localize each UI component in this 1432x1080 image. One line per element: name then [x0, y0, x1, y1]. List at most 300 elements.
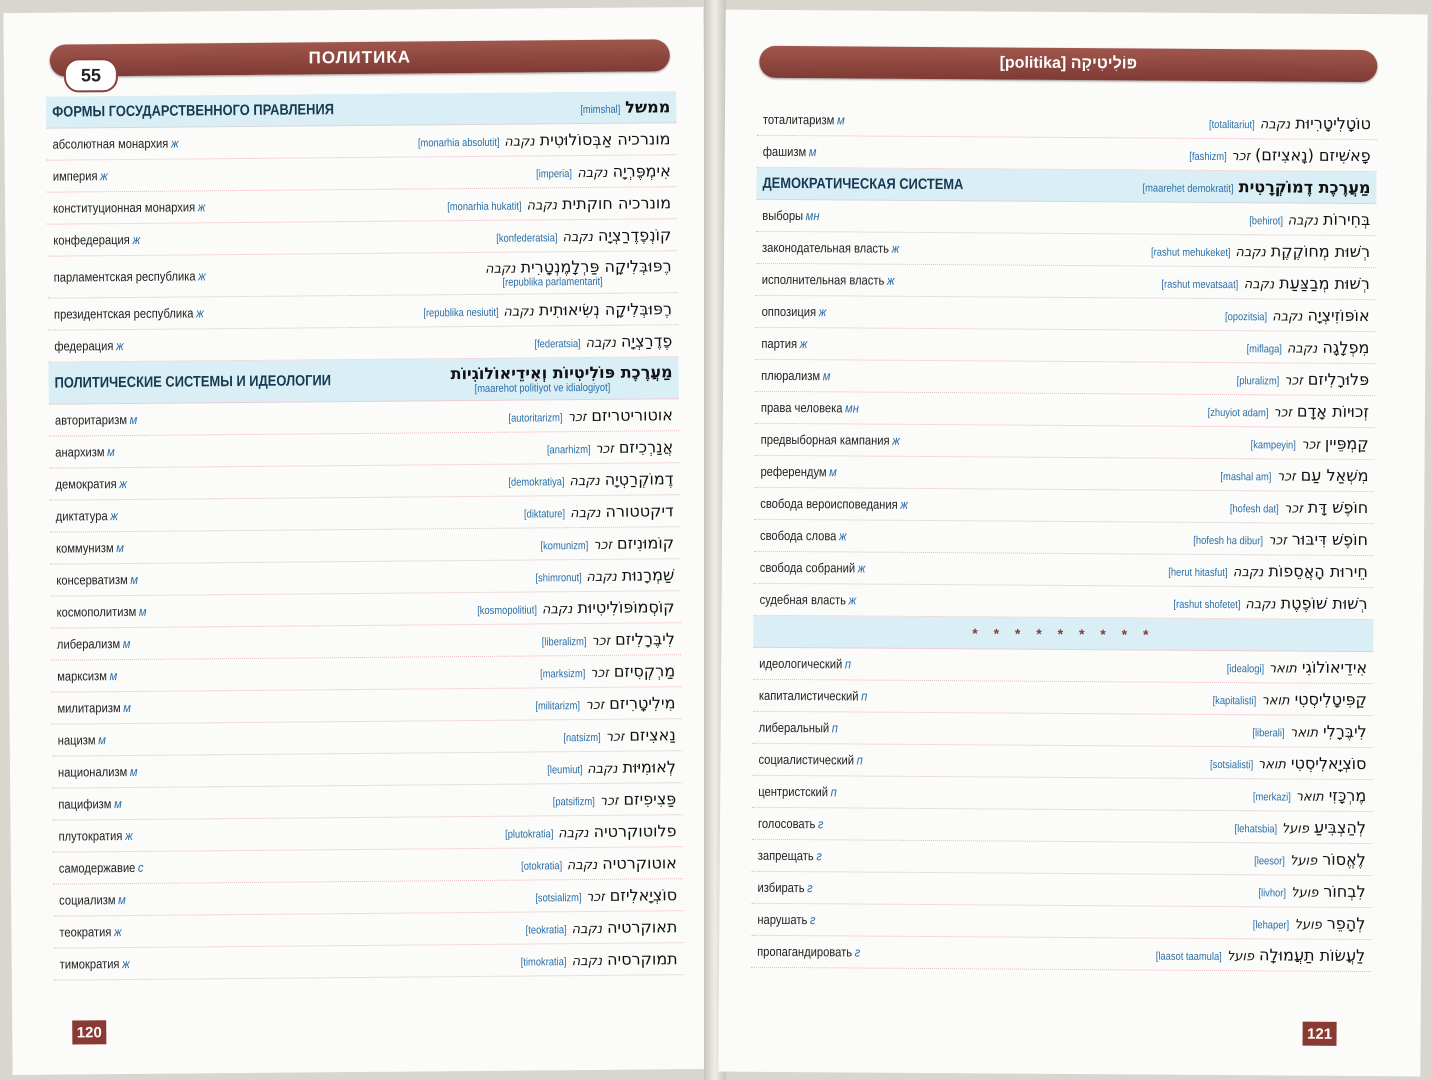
vocab-row [752, 776, 1372, 812]
hebrew-word: רְשׁוּת מְחוֹקֶקֶת [1270, 241, 1371, 262]
hebrew-term [573, 97, 670, 117]
russian-term [757, 912, 815, 927]
hebrew-word: תאוקרטיה [606, 917, 678, 937]
transliteration: [timokratia] [520, 956, 567, 969]
vocab-row [753, 680, 1373, 716]
part-of-speech: נקבה [485, 261, 516, 277]
hebrew-word: מַרְקְסִיזם [613, 661, 676, 681]
russian-word: федерация [54, 338, 114, 354]
hebrew-line [434, 193, 671, 214]
transliteration: [militarizm] [535, 700, 581, 713]
hebrew-word: מִפְלָגָה [1322, 337, 1370, 358]
transliteration: [plutokratia] [504, 828, 554, 841]
gender-marker: м [138, 603, 147, 619]
russian-word: запрещать [757, 847, 814, 864]
transliteration: [republika parlamentarit] [502, 275, 604, 289]
hebrew-term [485, 225, 671, 246]
chapter-banner [50, 39, 670, 76]
vocab-row [753, 712, 1373, 748]
hebrew-term [434, 193, 671, 214]
russian-term [762, 240, 899, 256]
russian-word: идеологический [759, 655, 843, 672]
transliteration: [pluralizm] [1236, 375, 1280, 388]
russian-term [54, 338, 123, 354]
russian-word: космополитизм [56, 603, 137, 620]
vocab-row [755, 360, 1375, 396]
hebrew-term [532, 661, 675, 681]
hebrew-term [534, 629, 675, 649]
gender-marker: г [809, 912, 816, 928]
transliteration: [kapitalisti] [1212, 694, 1257, 708]
transliteration: [monarhia hukatit] [447, 200, 522, 214]
hebrew-line [1148, 273, 1370, 294]
gender-marker: п [844, 656, 852, 672]
hebrew-word: סוֹצְיָאלִיסְטִי [1290, 753, 1367, 774]
russian-word: империя [52, 168, 98, 184]
hebrew-line [528, 693, 676, 713]
russian-term [57, 604, 147, 620]
russian-word: милитаризм [57, 700, 121, 716]
part-of-speech: נקבה [541, 602, 573, 618]
hebrew-line [467, 597, 675, 618]
part-of-speech: זכר [1273, 405, 1293, 421]
transliteration: [diktature] [523, 508, 566, 521]
hebrew-word: רֶפּוּבְּלִיקָה נְשִׂיאוּתִית [538, 299, 673, 320]
transliteration: [behirot] [1248, 215, 1283, 228]
hebrew-line [1229, 369, 1369, 389]
hebrew-word: אוֹפּוֹזִיצְיָה [1307, 305, 1370, 326]
hebrew-line [1227, 817, 1367, 837]
gender-marker: ж [113, 924, 122, 940]
transliteration: [zhuyiot adam] [1207, 406, 1269, 420]
gender-marker: ж [132, 231, 141, 247]
hebrew-term [1218, 305, 1370, 325]
vocab-row [756, 264, 1376, 300]
part-of-speech: נקבה [1232, 565, 1264, 581]
hebrew-term [410, 299, 672, 320]
gender-marker: г [807, 880, 813, 896]
russian-term [54, 268, 206, 284]
russian-term [762, 208, 819, 223]
transliteration: [autoritarizm] [508, 412, 563, 425]
russian-word: исполнительная власть [761, 271, 885, 288]
hebrew-term [1247, 913, 1366, 933]
russian-term [763, 112, 845, 128]
section-header-row [756, 168, 1376, 204]
transliteration: [maarehot politiyot ve idialogiyot] [474, 381, 611, 395]
hebrew-word: תמוקרסיה [607, 949, 678, 969]
transliteration: [rashut shofetet] [1173, 598, 1241, 612]
russian-word: предвыборная кампания [760, 431, 890, 448]
hebrew-term [1212, 465, 1369, 485]
gender-marker: ж [838, 528, 847, 544]
hebrew-word: ממשל [625, 97, 671, 117]
part-of-speech: נקבה [1286, 341, 1318, 357]
russian-word: фашизм [762, 143, 807, 160]
hebrew-line [451, 362, 673, 383]
hebrew-term [530, 161, 671, 181]
hebrew-line [1218, 305, 1370, 325]
gender-marker: м [122, 635, 131, 652]
hebrew-line [1201, 113, 1371, 133]
hebrew-word: אֲנַרְכִיזם [618, 437, 674, 457]
transliteration: [teokratia] [525, 924, 567, 937]
hebrew-term [518, 917, 677, 937]
vocab-row [751, 872, 1371, 908]
hebrew-word: רְשׁוּת שׁוֹפֶטֶת [1280, 593, 1368, 614]
vocab-row [54, 943, 684, 980]
transliteration: [herut hitasfut] [1168, 566, 1228, 580]
gender-marker: ж [848, 592, 857, 608]
russian-word: плюрализм [761, 367, 821, 384]
hebrew-word: טוֹטָלִיטָרִיוּת [1295, 113, 1372, 134]
russian-term [55, 444, 115, 460]
russian-word: центристский [758, 783, 829, 800]
hebrew-line [1197, 401, 1369, 421]
hebrew-term [539, 437, 674, 457]
russian-word: анархизм [55, 444, 105, 460]
hebrew-term [545, 789, 676, 809]
gender-marker: г [816, 848, 822, 864]
hebrew-line [1205, 689, 1367, 709]
part-of-speech: תואר [1261, 693, 1290, 709]
russian-term [58, 764, 138, 780]
hebrew-word: פֶדֶרַצְיָה [620, 331, 673, 351]
transliteration: [livhor] [1258, 887, 1287, 900]
hebrew-line [573, 97, 670, 117]
part-of-speech: נקבה [587, 761, 618, 778]
page-number-left: 120 [72, 1020, 106, 1044]
gender-marker: с [137, 859, 144, 875]
part-of-speech: נקבה [577, 165, 608, 182]
hebrew-term [496, 821, 676, 842]
russian-word: свобода собраний [759, 559, 856, 576]
hebrew-term [1227, 817, 1367, 837]
transliteration: [kosmopolitiut] [477, 604, 538, 617]
russian-term [58, 828, 132, 844]
russian-term [762, 272, 895, 288]
transliteration: [komunizm] [540, 539, 589, 553]
transliteration: [imperia] [536, 168, 573, 181]
russian-word: судебная власть [759, 591, 846, 608]
russian-term [758, 880, 813, 895]
hebrew-term [485, 256, 672, 289]
russian-word: авторитаризм [54, 412, 128, 428]
gender-marker: ж [110, 508, 119, 524]
hebrew-line [1182, 145, 1371, 165]
part-of-speech: זכר [1284, 373, 1303, 389]
russian-word: теократия [59, 924, 112, 940]
russian-term [761, 336, 807, 351]
hebrew-line [1161, 593, 1367, 613]
part-of-speech: זכר [605, 729, 625, 745]
russian-word: пропагандировать [757, 943, 853, 960]
hebrew-term [1201, 113, 1371, 133]
part-of-speech: נקבה [562, 229, 594, 246]
russian-word: марксизм [57, 668, 108, 684]
russian-word: абсолютная монархия [52, 135, 169, 152]
gender-marker: ж [900, 496, 909, 512]
hebrew-term [527, 885, 678, 905]
part-of-speech: נקבה [504, 134, 535, 150]
hebrew-word: מִילִיטָרִיזם [609, 693, 676, 713]
hebrew-word: מונרכיה אַבְּסוֹלוּטִית [539, 129, 671, 150]
gender-marker: п [856, 752, 863, 768]
vocab-row [752, 840, 1372, 876]
gender-marker: мн [805, 208, 820, 224]
russian-word: выборы [762, 207, 804, 224]
russian-term [54, 305, 204, 321]
russian-term [759, 656, 851, 672]
hebrew-line [1246, 785, 1366, 805]
hebrew-word: אִידֵיאוֹלוֹגִי [1301, 657, 1368, 678]
transliteration: [demokratiya] [508, 476, 565, 489]
transliteration: [kampeyin] [1250, 439, 1297, 452]
part-of-speech: נקבה [586, 569, 617, 586]
vocab-row [756, 232, 1376, 268]
hebrew-line [1247, 721, 1367, 741]
hebrew-term [1229, 369, 1369, 389]
russian-word: ДЕМОКРАТИЧЕСКАЯ СИСТЕМА [762, 174, 964, 194]
hebrew-term [1254, 881, 1366, 901]
russian-word: социализм [59, 892, 116, 908]
russian-word: национализм [57, 764, 128, 780]
hebrew-word: לִבְחוֹר [1323, 881, 1366, 902]
transliteration: [shimronut] [535, 572, 582, 585]
gender-marker: м [808, 144, 817, 160]
gender-marker: ж [857, 560, 866, 576]
hebrew-line [513, 949, 678, 969]
section-separator [753, 616, 1373, 652]
hebrew-word: קוֹמוּנִיזם [616, 533, 675, 553]
transliteration: [mimshal] [580, 103, 621, 117]
vocab-row [756, 200, 1376, 236]
russian-term [59, 860, 144, 876]
part-of-speech: פועל [1294, 917, 1322, 933]
vocab-row [753, 584, 1373, 620]
transliteration: [liberali] [1252, 727, 1285, 740]
hebrew-term [1161, 593, 1367, 613]
russian-term [758, 816, 824, 831]
hebrew-word: חוֹפֶשׁ דִּיבּוּר [1291, 529, 1369, 550]
part-of-speech: נקבה [569, 473, 600, 490]
vocabulary-list-left [46, 91, 684, 980]
hebrew-line [545, 789, 676, 809]
hebrew-term [1240, 337, 1369, 357]
part-of-speech: נקבה [1245, 597, 1276, 613]
hebrew-word: פַּצִיפִיזם [623, 789, 677, 809]
part-of-speech: נקבה [526, 198, 558, 214]
russian-word: избирать [757, 879, 805, 896]
russian-term [758, 752, 862, 768]
hebrew-term [467, 597, 675, 618]
hebrew-term [513, 853, 676, 873]
hebrew-term [1243, 209, 1371, 229]
hebrew-word: מַעֲרֶכֶת דֶמוֹקְרָטִית [1238, 177, 1371, 198]
russian-word: коммунизм [55, 540, 114, 556]
transliteration: [miflaga] [1246, 343, 1282, 356]
hebrew-word: לֶאֱסוֹר [1322, 849, 1366, 870]
russian-word: консерватизм [56, 572, 128, 588]
part-of-speech: פועל [1291, 885, 1319, 901]
hebrew-term [499, 405, 673, 426]
transliteration: [idealogi] [1226, 663, 1264, 676]
hebrew-word: פּלוּרָלִיזם [1307, 369, 1370, 390]
hebrew-line [403, 129, 670, 150]
hebrew-term [528, 693, 676, 713]
hebrew-line [1240, 337, 1369, 357]
part-of-speech: זכר [1283, 501, 1303, 517]
gender-marker: м [130, 571, 139, 587]
gender-marker: м [822, 368, 831, 384]
russian-word: демократия [55, 476, 117, 492]
gender-marker: м [109, 668, 118, 684]
vocab-row [754, 520, 1374, 556]
vocabulary-list-right [751, 104, 1377, 972]
transliteration: [rashut mevatsaat] [1161, 278, 1239, 292]
gender-marker: ж [799, 336, 808, 352]
russian-term [762, 304, 827, 319]
hebrew-term [540, 757, 676, 777]
hebrew-line [532, 661, 675, 681]
part-of-speech: זכר [595, 441, 614, 457]
gender-marker: ж [124, 827, 133, 844]
russian-term [53, 168, 108, 183]
hebrew-line [518, 917, 677, 937]
hebrew-line [496, 821, 676, 842]
hebrew-word: אִימְפֶּרְיָה [612, 161, 671, 181]
gender-marker: г [817, 816, 824, 832]
russian-term [56, 540, 124, 556]
vocab-row [754, 488, 1374, 524]
russian-word: пацифизм [58, 796, 112, 812]
hebrew-word: רֶפּוּבְּלִיקָה פַּרְלָמֶנְטָרִית [520, 256, 672, 277]
transliteration: [sotsialisti] [1209, 758, 1253, 772]
hebrew-line [1221, 497, 1368, 517]
part-of-speech: פועל [1289, 853, 1318, 869]
hebrew-term [1205, 689, 1367, 709]
hebrew-line [1249, 849, 1366, 869]
separator-stars: * * * * * * * * * [972, 624, 1155, 643]
hebrew-line [540, 757, 676, 777]
russian-word: плутократия [58, 828, 123, 844]
hebrew-term [557, 725, 676, 745]
vocab-row [751, 936, 1371, 972]
hebrew-term [532, 533, 674, 553]
hebrew-word: לְהַצְבִּיעַ [1313, 817, 1367, 838]
hebrew-line [527, 565, 675, 585]
hebrew-word: חֵירוּת הָאֲסֵפוֹת [1268, 561, 1368, 582]
russian-term [757, 944, 860, 960]
hebrew-term [1144, 945, 1365, 966]
transliteration: [hofesh ha dibur] [1193, 534, 1264, 548]
part-of-speech: זכר [1231, 149, 1251, 165]
russian-term [53, 232, 140, 248]
part-of-speech: תואר [1257, 757, 1286, 773]
transliteration: [laasot taamula] [1155, 950, 1222, 964]
hebrew-term [1158, 561, 1368, 581]
page-number-right: 121 [1302, 1022, 1336, 1046]
chapter-number-badge: 55 [64, 58, 118, 92]
russian-term [760, 560, 866, 576]
transliteration: [merkazi] [1252, 791, 1291, 804]
part-of-speech: נקבה [570, 505, 601, 522]
part-of-speech: זכר [593, 537, 613, 553]
vocab-row [752, 744, 1372, 780]
hebrew-line [539, 437, 674, 457]
hebrew-line [498, 469, 673, 490]
hebrew-line [485, 256, 672, 277]
russian-word: свобода вероисповедания [760, 495, 898, 512]
transliteration: [federatsia] [534, 338, 581, 351]
vocab-row [751, 904, 1371, 940]
transliteration: [mashal am] [1220, 471, 1272, 484]
hebrew-line [499, 405, 673, 426]
hebrew-word: לַעֲשׂוֹת תַעֲמוּלָה [1259, 945, 1366, 966]
hebrew-term [403, 129, 670, 150]
hebrew-word: קַמְפֵּיין [1324, 433, 1369, 454]
hebrew-word: לִיבֶּרָלִיזם [615, 629, 675, 649]
hebrew-word: קוֹנְפֶדֶרַצְיָה [597, 225, 672, 245]
russian-term [57, 668, 117, 684]
russian-term [55, 372, 332, 391]
gender-marker: м [123, 699, 131, 716]
russian-term [760, 496, 908, 512]
section-header-row [48, 357, 678, 404]
transliteration: [monarhia absolutit] [417, 136, 500, 150]
hebrew-term [526, 331, 672, 351]
russian-word: партия [761, 335, 798, 352]
gender-marker: п [830, 784, 837, 800]
hebrew-line [534, 629, 675, 649]
hebrew-word: דֶמוֹקְרַטְיָה [604, 469, 674, 489]
hebrew-term [1137, 240, 1370, 261]
hebrew-word: חוֹפֶשׁ דָּת [1307, 497, 1369, 518]
gender-marker: г [854, 944, 861, 960]
part-of-speech: נקבה [1243, 277, 1275, 293]
russian-word: нацизм [57, 732, 96, 748]
vocab-row [755, 296, 1375, 332]
part-of-speech: פועל [1281, 821, 1310, 837]
transliteration: [sotsializm] [534, 892, 582, 905]
russian-term [52, 136, 178, 152]
part-of-speech: נקבה [1272, 309, 1303, 325]
vocab-row [755, 392, 1375, 428]
vocab-row [754, 552, 1374, 588]
vocab-row [757, 104, 1377, 140]
vocab-row [755, 328, 1375, 364]
hebrew-term [1221, 497, 1368, 517]
vocab-row [754, 456, 1374, 492]
hebrew-term [1247, 721, 1367, 741]
russian-term [763, 144, 817, 159]
russian-term [52, 101, 334, 120]
gender-marker: ж [121, 956, 130, 972]
russian-term [760, 528, 847, 544]
russian-term [57, 636, 131, 652]
part-of-speech: תואר [1295, 789, 1324, 805]
hebrew-word: לִיבֶּרָלִי [1323, 721, 1367, 742]
hebrew-word: נַאצִיזם [629, 725, 676, 745]
hebrew-term [1148, 273, 1370, 294]
transliteration: [republika nesiutit] [422, 306, 499, 320]
russian-term [761, 432, 900, 448]
part-of-speech: תואר [1289, 725, 1319, 741]
hebrew-word: זְכוּיוֹת אָדָם [1296, 401, 1369, 422]
part-of-speech: נקבה [571, 953, 603, 970]
russian-term [55, 476, 127, 492]
russian-term [761, 368, 830, 383]
